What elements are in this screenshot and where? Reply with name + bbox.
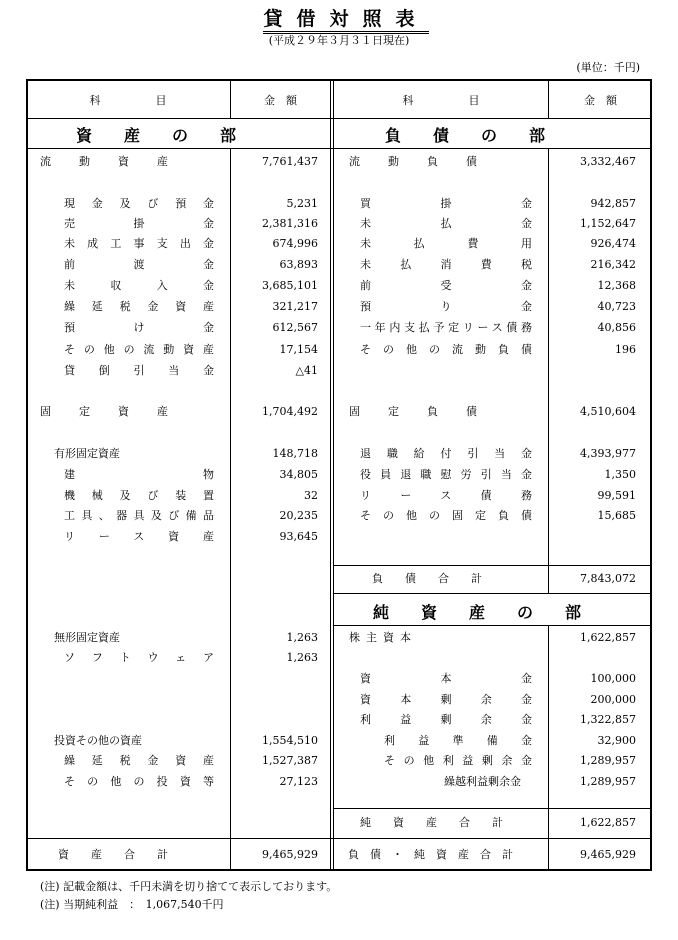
asset-amount: 63,893 [279, 258, 318, 271]
net-asset-row [0, 710, 678, 730]
asset-amount: 17,154 [279, 343, 318, 356]
asset-label: 工具、器具及び備品 [64, 509, 214, 522]
asset-amount: 3,685,101 [262, 279, 318, 292]
liability-amount: 4,393,977 [580, 447, 636, 460]
liability-row [0, 486, 678, 506]
asset-amount: 612,567 [272, 321, 318, 334]
net-asset-row [0, 690, 678, 710]
asset-label: 未収入金 [64, 279, 214, 292]
liability-row [0, 234, 678, 254]
asset-label: 現金及び預金 [64, 197, 214, 210]
asset-amount: 674,996 [272, 237, 318, 250]
footnote: (注) 記載金額は、千円未満を切り捨てて表示しております。 [40, 880, 338, 893]
asset-label: その他の投資等 [64, 775, 214, 788]
liability-amount: 1,350 [604, 468, 636, 481]
asset-amount: 148,718 [272, 447, 318, 460]
net-asset-label: その他利益剰余金 [384, 754, 532, 767]
liability-label: 預り金 [360, 300, 532, 313]
liabilities-section-title: 負 債 の 部 [385, 126, 546, 145]
liability-label: 未払金 [360, 217, 532, 230]
liabilities-total-row [0, 569, 678, 589]
net-asset-row [0, 669, 678, 689]
grand-total-label: 負 債 ・ 純 資 産 合 計 [348, 848, 513, 861]
liability-row [0, 297, 678, 317]
asset-label: 機械及び装置 [64, 489, 214, 502]
net-asset-amount: 1,289,957 [580, 775, 636, 788]
asset-label: 未成工事支出金 [64, 237, 214, 250]
liability-amount: 3,332,467 [580, 155, 636, 168]
section-divider [26, 148, 652, 149]
asset-label: 前渡金 [64, 258, 214, 271]
liability-label: 前受金 [360, 279, 532, 292]
asset-amount: 1,263 [286, 631, 318, 644]
grand-total-top [26, 838, 652, 839]
asset-label: リース資産 [64, 530, 214, 543]
liability-amount: 942,857 [590, 197, 636, 210]
liab-amount-header: 金 額 [584, 94, 617, 107]
liability-amount: 1,152,647 [580, 217, 636, 230]
net-asset-amount: 1,289,957 [580, 754, 636, 767]
liability-row [0, 506, 678, 526]
net-assets-section-title: 純 資 産 の 部 [373, 603, 582, 622]
liab-item-header: 科 目 [402, 94, 480, 107]
liability-label: 退職給付引当金 [360, 447, 532, 460]
net-asset-row [0, 628, 678, 648]
liability-row [0, 340, 678, 360]
net-asset-label: 資本金 [360, 672, 532, 685]
net-asset-amount: 1,322,857 [580, 713, 636, 726]
header-divider [26, 118, 652, 119]
assets-section-title: 資 産 の 部 [76, 126, 237, 145]
liability-label: 未払費用 [360, 237, 532, 250]
liab-total-top [333, 565, 652, 566]
assets-total-label: 資 産 合 計 [58, 848, 168, 861]
liability-label: 一年内支払予定リース債務 [360, 321, 532, 334]
asset-amount: 7,761,437 [262, 155, 318, 168]
net-total-top [333, 808, 652, 809]
liability-label: その他の流動負債 [360, 343, 532, 356]
net-asset-label: 利益準備金 [384, 734, 532, 747]
net-assets-total-label: 純 資 産 合 計 [360, 816, 503, 829]
asset-amount: 93,645 [279, 530, 318, 543]
liability-label: その他の固定負債 [360, 509, 532, 522]
asset-label: その他の流動資産 [64, 343, 214, 356]
liability-row [0, 465, 678, 485]
asset-amount: 1,704,492 [262, 405, 318, 418]
asset-amount: 2,381,316 [262, 217, 318, 230]
net-asset-row [0, 751, 678, 771]
liability-label: 未払消費税 [360, 258, 532, 271]
liability-label: 買掛金 [360, 197, 532, 210]
liability-row [0, 214, 678, 234]
net-asset-label: 資本剰余金 [360, 693, 532, 706]
net-asset-amount: 200,000 [590, 693, 636, 706]
asset-label: 有形固定資産 [54, 447, 120, 460]
asset-amount: 27,123 [279, 775, 318, 788]
assets-total-amount: 9,465,929 [262, 848, 318, 861]
liability-amount: 99,591 [597, 489, 636, 502]
asset-amount: 34,805 [279, 468, 318, 481]
liability-amount: 4,510,604 [580, 405, 636, 418]
asset-label: 建物 [64, 468, 214, 481]
asset-row [0, 648, 678, 668]
liab-total-bottom [333, 593, 652, 594]
liability-amount: 216,342 [590, 258, 636, 271]
net-asset-label: 利益剰余金 [360, 713, 532, 726]
footnotes [40, 878, 337, 914]
liability-row [0, 255, 678, 275]
asset-row [0, 527, 678, 547]
asset-label: 無形固定資産 [54, 631, 120, 644]
liability-row [0, 194, 678, 214]
as-of-date: (平成２９年３月３１日現在) [268, 34, 410, 47]
asset-label: 貸倒引当金 [64, 364, 214, 377]
asset-amount: 5,231 [286, 197, 318, 210]
net-asset-amount: 32,900 [597, 734, 636, 747]
asset-label: 繰延税金資産 [64, 300, 214, 313]
liability-row [0, 402, 678, 422]
asset-amount: 321,217 [272, 300, 318, 313]
unit-label: (単位：千円) [576, 61, 640, 74]
liability-row [0, 276, 678, 296]
liability-label: 流動負債 [349, 155, 477, 168]
liability-row [0, 444, 678, 464]
net-asset-amount: 1,622,857 [580, 631, 636, 644]
net-asset-row [0, 731, 678, 751]
net-asset-amount: 100,000 [590, 672, 636, 685]
liability-label: 役員退職慰労引当金 [360, 468, 532, 481]
grand-total-amount: 9,465,929 [580, 848, 636, 861]
liability-amount: 926,474 [590, 237, 636, 250]
liability-row [0, 152, 678, 172]
asset-label: 投資その他の資産 [54, 734, 142, 747]
asset-label: 固定資産 [40, 405, 168, 418]
assets-item-header: 科 目 [89, 94, 167, 107]
asset-amount: 1,527,387 [262, 754, 318, 767]
liability-amount: 12,368 [597, 279, 636, 292]
asset-amount: 20,235 [279, 509, 318, 522]
net-asset-row [0, 772, 678, 792]
asset-label: ソフトウェア [64, 651, 214, 664]
liability-label: リース債務 [360, 489, 532, 502]
net-assets-total-row [0, 813, 678, 833]
liabilities-total-amount: 7,843,072 [580, 572, 636, 585]
liability-label: 固定負債 [349, 405, 477, 418]
footnote: (注) 当期純利益 ： 1,067,540千円 [40, 898, 224, 911]
liability-amount: 40,723 [597, 300, 636, 313]
asset-amount: 32 [304, 489, 318, 502]
asset-amount: 1,554,510 [262, 734, 318, 747]
liability-row [0, 318, 678, 338]
liability-amount: 40,856 [597, 321, 636, 334]
assets-amount-header: 金 額 [264, 94, 297, 107]
asset-label: 流動資産 [40, 155, 168, 168]
asset-amount: 1,263 [286, 651, 318, 664]
net-assets-total-amount: 1,622,857 [580, 816, 636, 829]
net-asset-label: 株主資本 [349, 631, 417, 644]
liability-amount: 196 [615, 343, 636, 356]
liability-amount: 15,685 [597, 509, 636, 522]
liabilities-total-label: 負 債 合 計 [372, 572, 482, 585]
net-asset-label: 繰越利益剰余金 [444, 775, 521, 788]
asset-label: 繰延税金資産 [64, 754, 214, 767]
net-assets-header-bottom [333, 625, 652, 626]
asset-label: 売掛金 [64, 217, 214, 230]
asset-row [0, 361, 678, 381]
asset-amount: △41 [295, 364, 318, 377]
asset-label: 預け金 [64, 321, 214, 334]
document-title: 貸借対照表 [0, 4, 678, 31]
grand-total-row [0, 845, 678, 865]
